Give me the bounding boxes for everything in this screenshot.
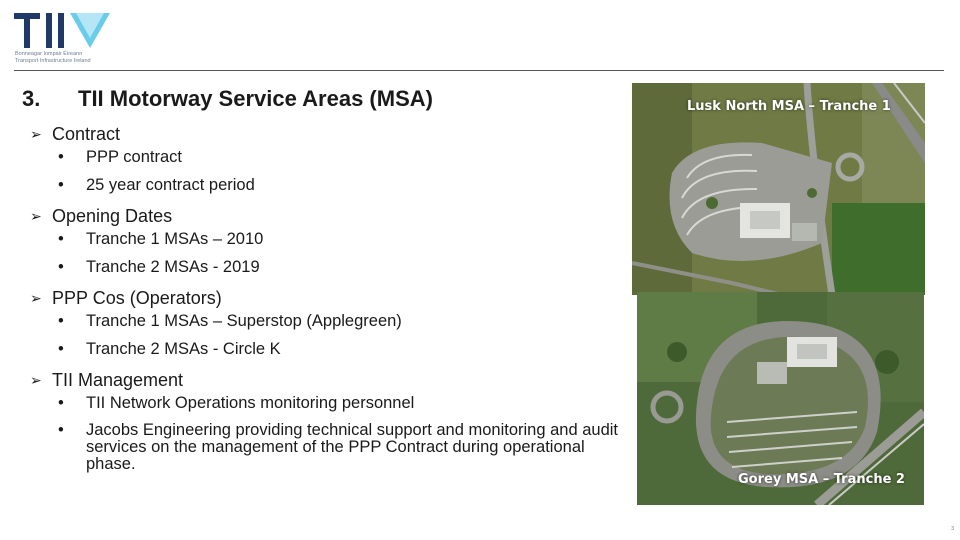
aerial-photo-lusk-north [632, 83, 925, 295]
section-contract [30, 122, 625, 194]
tii-logo [14, 10, 124, 66]
page-number: 3 [951, 526, 954, 532]
aerial-photo-lusk-north-image [632, 83, 925, 295]
tii-logo-mark [14, 10, 114, 50]
arrow-bullet-icon: ➢ [30, 372, 42, 388]
photo-label-gorey: Gorey MSA – Tranche 2 [738, 472, 905, 487]
list-item: • Tranche 2 MSAs - Circle K [58, 340, 281, 358]
section-opening-dates [30, 204, 625, 276]
list-item: • PPP contract [58, 148, 182, 166]
aerial-photo-gorey [637, 292, 924, 505]
list-item: • 25 year contract period [58, 176, 255, 194]
section-tii-management [30, 368, 625, 473]
section-ppp-cos [30, 286, 625, 358]
photo-label-lusk-north: Lusk North MSA – Tranche 1 [687, 99, 891, 114]
slide-content [30, 122, 625, 483]
logo-tagline-irish: Bonneagar Iompair Éireann [15, 51, 83, 57]
arrow-bullet-icon: ➢ [30, 290, 42, 306]
section-heading: Contract [52, 124, 121, 144]
arrow-bullet-icon: ➢ [30, 126, 42, 142]
list-item: • TII Network Operations monitoring personnel [58, 394, 415, 412]
header-divider [14, 70, 944, 71]
slide-title: TII Motorway Service Areas (MSA) [78, 86, 433, 111]
slide-number: 3. [22, 86, 41, 111]
section-heading: TII Management [52, 370, 184, 390]
section-heading: Opening Dates [52, 206, 173, 226]
list-item: • Tranche 2 MSAs - 2019 [58, 258, 260, 276]
section-heading: PPP Cos (Operators) [52, 288, 222, 308]
list-item: • Tranche 1 MSAs – 2010 [58, 230, 264, 248]
logo-tagline-english: Transport Infrastructure Ireland [15, 58, 91, 64]
list-item: • Jacobs Engineering providing technical support and monitoring and audit services on the management of the PPP Contract during operational phase. [58, 421, 619, 473]
list-item: • Tranche 1 MSAs – Superstop (Applegreen) [58, 312, 402, 330]
arrow-bullet-icon: ➢ [30, 208, 42, 224]
